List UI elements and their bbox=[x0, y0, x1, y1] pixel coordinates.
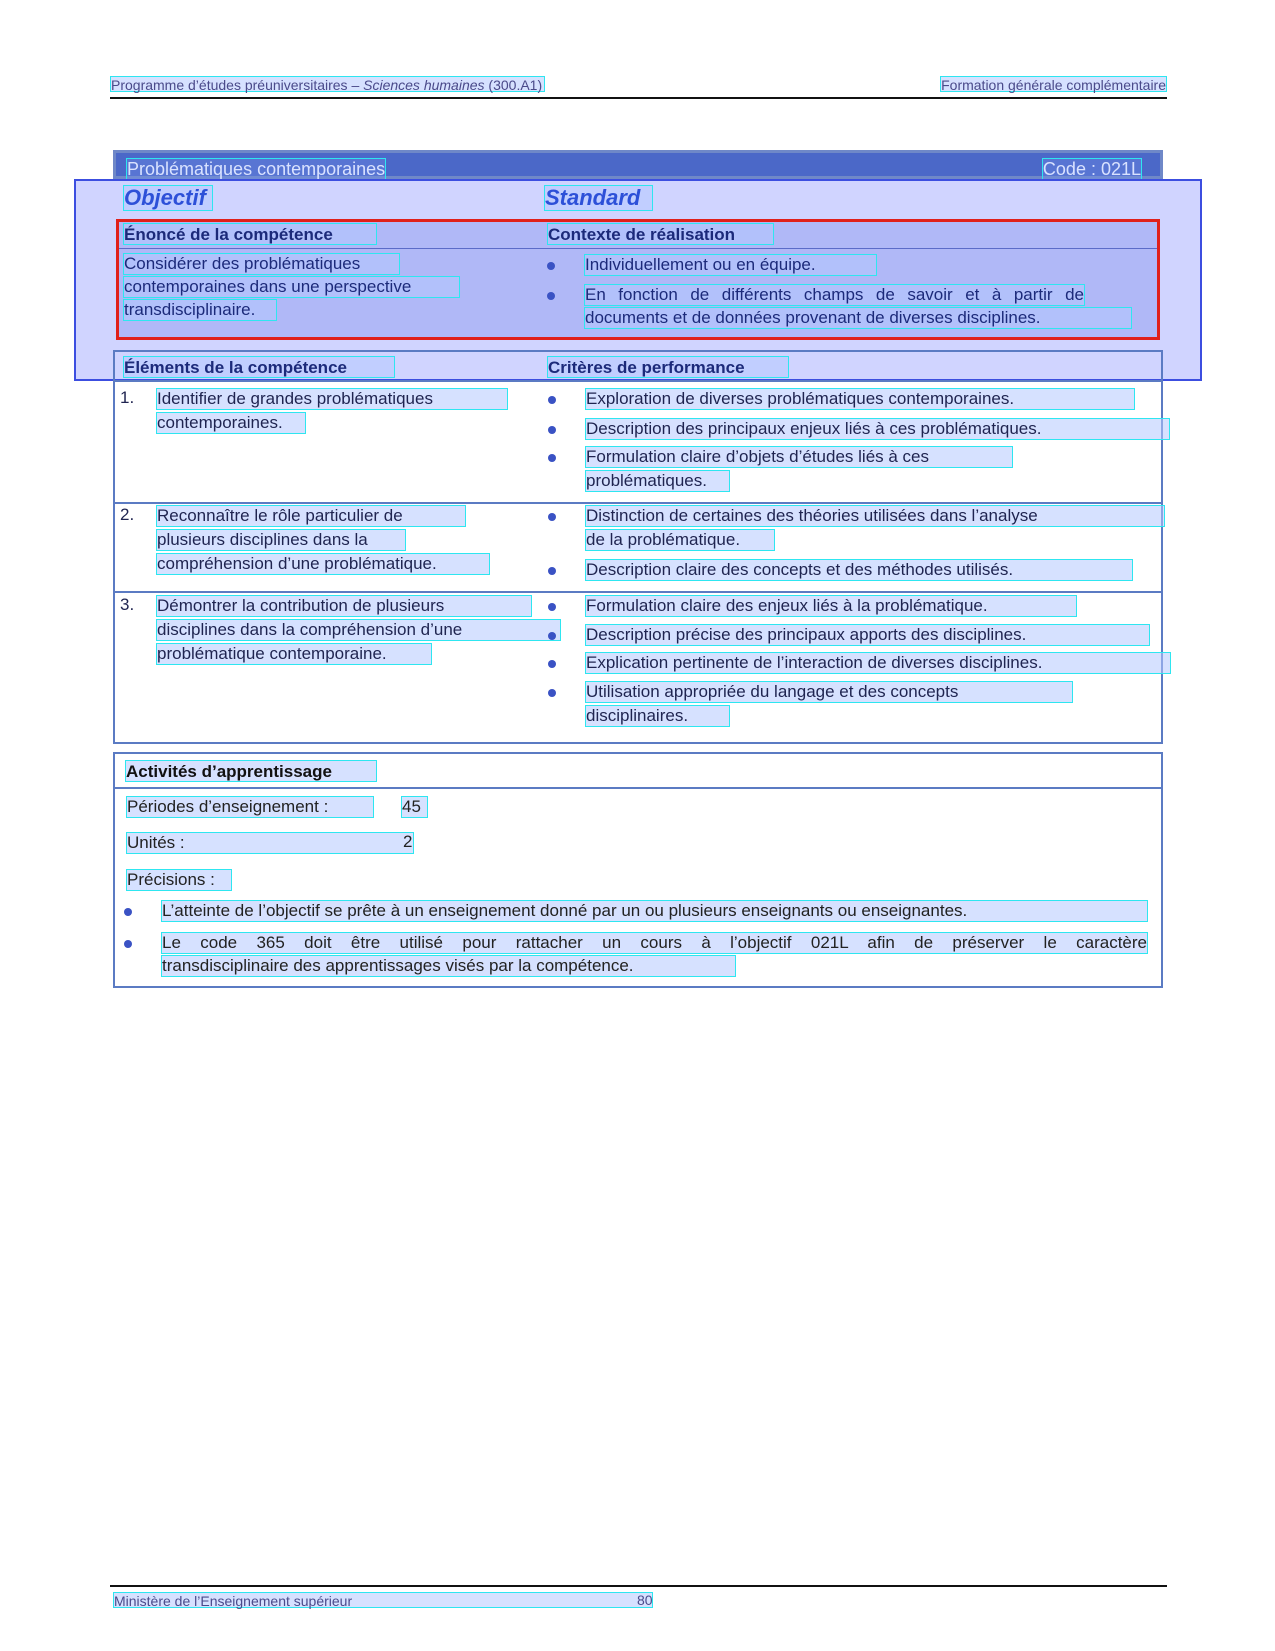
element-line: plusieurs disciplines dans la bbox=[156, 529, 406, 551]
periods-label: Périodes d’enseignement : bbox=[126, 796, 374, 818]
precision-line: L’atteinte de l’objectif se prête à un enseignement donné par un ou plusieurs enseignants ou enseignantes. bbox=[161, 900, 1148, 922]
criterion-line: Description claire des concepts et des méthodes utilisés. bbox=[585, 559, 1133, 581]
program-title bbox=[110, 76, 545, 92]
element-line: compréhension d’une problématique. bbox=[156, 553, 490, 575]
element-line: contemporaines. bbox=[156, 412, 306, 434]
criterion-line: Utilisation appropriée du langage et des concepts bbox=[585, 681, 1073, 703]
program-prefix: Programme d’études préuniversitaires – bbox=[111, 77, 364, 93]
criterion-line: de la problématique. bbox=[585, 529, 775, 551]
row-divider bbox=[115, 502, 1161, 504]
element-line: Identifier de grandes problématiques bbox=[156, 388, 508, 410]
contexte-item-line: En fonction de différents champs de savoir et à partir de bbox=[585, 285, 1084, 304]
criterion-bullet-icon bbox=[548, 454, 556, 462]
standard-label: Standard bbox=[544, 185, 653, 211]
elements-header-rule bbox=[115, 380, 1161, 382]
criterion-line: Explication pertinente de l’interaction de diverses disciplines. bbox=[585, 652, 1171, 674]
enonce-divider bbox=[119, 248, 1157, 249]
criterion-bullet-icon bbox=[548, 396, 556, 404]
criterion-bullet-icon bbox=[548, 567, 556, 575]
enonce-line: transdisciplinaire. bbox=[123, 299, 277, 321]
contexte-bullet-icon bbox=[547, 262, 555, 270]
units-label: Unités : bbox=[126, 832, 414, 854]
competency-title-bar bbox=[113, 150, 1163, 179]
criterion-bullet-icon bbox=[548, 632, 556, 640]
criterion-line: Exploration de diverses problématiques contemporaines. bbox=[585, 388, 1135, 410]
criterion-bullet-icon bbox=[548, 426, 556, 434]
header-rule bbox=[110, 97, 1167, 99]
criterion-bullet-icon bbox=[548, 689, 556, 697]
criterion-bullet-icon bbox=[548, 603, 556, 611]
row-divider bbox=[115, 591, 1161, 593]
element-line: Reconnaître le rôle particulier de bbox=[156, 505, 466, 527]
criterion-line: Description précise des principaux apports des disciplines. bbox=[585, 624, 1150, 646]
criterion-line: Formulation claire des enjeux liés à la problématique. bbox=[585, 595, 1077, 617]
criterion-line: Formulation claire d’objets d’études liés à ces bbox=[585, 446, 1013, 468]
elements-heading: Éléments de la compétence bbox=[123, 356, 395, 378]
element-number: 2. bbox=[120, 505, 135, 524]
contexte-heading: Contexte de réalisation bbox=[547, 223, 774, 245]
contexte-bullet-icon bbox=[547, 292, 555, 300]
competency-title: Problématiques contemporaines bbox=[127, 159, 386, 179]
program-name: Sciences humaines bbox=[363, 77, 485, 93]
footer-ministry: Ministère de l’Enseignement supérieur bbox=[113, 1592, 653, 1608]
element-number: 3. bbox=[120, 595, 135, 614]
precision-line: transdisciplinaire des apprentissages visés par la compétence. bbox=[161, 955, 736, 977]
activities-header-rule bbox=[115, 787, 1161, 789]
objective-label: Objectif bbox=[123, 185, 213, 211]
criterion-bullet-icon bbox=[548, 513, 556, 521]
enonce-line: contemporaines dans une perspective bbox=[123, 276, 460, 298]
precision-bullet-icon bbox=[124, 940, 132, 948]
footer-rule bbox=[110, 1585, 1167, 1587]
page-number: 80 bbox=[637, 1592, 653, 1608]
formation-type: Formation générale complémentaire bbox=[941, 77, 1166, 93]
activities-heading: Activités d’apprentissage bbox=[125, 760, 377, 782]
contexte-item-line: Individuellement ou en équipe. bbox=[584, 254, 877, 276]
periods-value: 45 bbox=[401, 796, 428, 818]
precisions-label: Précisions : bbox=[126, 869, 232, 891]
precision-line: Le code 365 doit être utilisé pour rattacher un cours à l’objectif 021L afin de préserver le caractère bbox=[162, 933, 1147, 952]
page-header bbox=[110, 76, 1167, 98]
element-line: Démontrer la contribution de plusieurs bbox=[156, 595, 532, 617]
element-line: problématique contemporaine. bbox=[156, 643, 432, 665]
competency-code: Code : 021L bbox=[1042, 159, 1141, 179]
element-number: 1. bbox=[120, 388, 135, 407]
units-value: 2 bbox=[403, 832, 413, 851]
program-code: (300.A1) bbox=[484, 77, 543, 93]
element-line: disciplines dans la compréhension d’une bbox=[156, 619, 561, 641]
contexte-item-line: documents et de données provenant de diverses disciplines. bbox=[584, 307, 1132, 329]
enonce-line: Considérer des problématiques bbox=[123, 253, 400, 275]
criteria-heading: Critères de performance bbox=[547, 356, 789, 378]
criterion-line: Description des principaux enjeux liés à ces problématiques. bbox=[585, 418, 1170, 440]
criterion-line: Distinction de certaines des théories utilisées dans l’analyse bbox=[585, 505, 1165, 527]
criterion-line: problématiques. bbox=[585, 470, 730, 492]
criterion-line: disciplinaires. bbox=[585, 705, 730, 727]
precision-bullet-icon bbox=[124, 908, 132, 916]
enonce-heading: Énoncé de la compétence bbox=[123, 223, 377, 245]
criterion-bullet-icon bbox=[548, 660, 556, 668]
